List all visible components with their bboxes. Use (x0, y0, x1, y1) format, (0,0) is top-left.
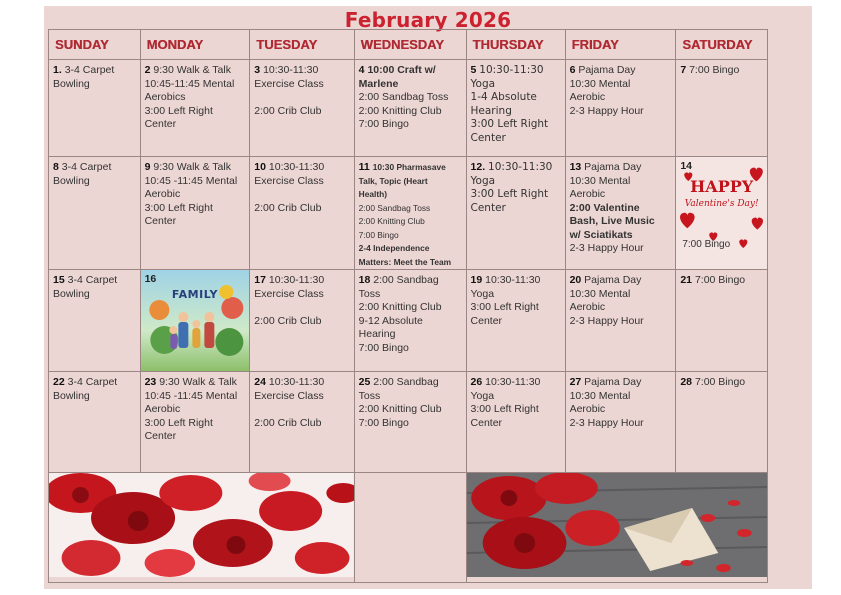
event-line: 2:00 Crib Club (254, 104, 322, 117)
roses-petals-art (49, 473, 354, 577)
event-line: 2-3 Happy Hour (569, 104, 644, 117)
event-line: 2:00 Crib Club (254, 416, 322, 429)
day-number: 2 (144, 64, 151, 76)
day-content (355, 60, 466, 132)
event-line: Center (470, 131, 506, 144)
day-content (676, 60, 767, 78)
event-line: 2:00 Sandbag Toss (358, 91, 449, 103)
event-line: 10:30-11:30 (268, 161, 325, 173)
event-line: 3-4 Carpet (67, 274, 118, 286)
event-line: 7:00 Bingo (694, 376, 746, 388)
event-line: 10:30 Mental (569, 389, 631, 402)
event-line: Exercise Class (254, 77, 324, 90)
day-cell-sunday (49, 60, 141, 157)
header-friday: FRIDAY (565, 30, 676, 60)
event-line: 7:00 Bingo (358, 118, 409, 130)
valentines-image-text: HAPPY (690, 177, 754, 196)
day-number: 26 (470, 376, 483, 388)
day-cell-saturday (676, 60, 768, 157)
event-line: 3:00 Left Right (470, 301, 539, 313)
family-illustration (141, 270, 250, 366)
event-line: 10:30-11:30 (268, 274, 325, 286)
day-content (141, 60, 250, 132)
roses-envelope-art (467, 473, 767, 577)
event-line: Center (470, 314, 503, 327)
day-content (141, 372, 250, 444)
day-number: 25 (358, 376, 371, 388)
day-content (355, 372, 466, 430)
event-line: Exercise Class (254, 287, 324, 300)
day-content (250, 270, 353, 328)
event-line: 10:30 Mental (569, 77, 631, 90)
day-cell-friday (565, 270, 676, 372)
event-line: Pajama Day (584, 376, 642, 388)
day-cell-friday (565, 157, 676, 270)
day-content (49, 157, 140, 188)
event-line: 10:30-11:30 (479, 64, 544, 76)
event-line: Center (144, 118, 177, 130)
event-line: Yoga (470, 174, 496, 187)
event-line: Center (144, 215, 177, 227)
roses-envelope-image (466, 473, 767, 583)
header-sunday: SUNDAY (49, 30, 141, 60)
event-line: Talk, Topic (Heart (358, 175, 428, 186)
day-cell-tuesday (250, 372, 354, 473)
event-line: 10:30 Pharmasave (372, 162, 446, 172)
family-image-text: FAMILY (171, 288, 218, 301)
event-line: Pajama Day (584, 161, 642, 173)
day-number: 8 (53, 161, 59, 173)
day-number: 23 (144, 376, 157, 388)
day-content (467, 372, 565, 430)
event-line: 2-3 Happy Hour (569, 242, 644, 254)
day-number: 5 (470, 64, 477, 76)
day-cell-monday (140, 372, 250, 473)
day-number: 27 (569, 376, 582, 388)
day-number: 10 (254, 161, 266, 173)
valentines-image (676, 157, 767, 269)
day-number: 24 (254, 376, 266, 388)
event-line: 2:00 Sandbag (373, 274, 439, 286)
day-cell-thursday (466, 157, 565, 270)
day-cell-thursday (466, 270, 565, 372)
valentines-image-subtext: Valentine's Day! (684, 199, 759, 209)
decor-empty-cell (354, 473, 466, 583)
day-content (566, 372, 676, 430)
event-line (254, 403, 257, 415)
day-cell-monday (140, 270, 250, 372)
day-cell-saturday (676, 157, 768, 270)
event-line: Bowling (53, 77, 90, 90)
day-content (566, 270, 676, 328)
event-line: Bowling (53, 389, 90, 402)
event-line: 2:00 Sandbag (373, 376, 439, 388)
event-line: 10:30 Mental (569, 287, 631, 300)
roses-petals-image (49, 473, 355, 583)
calendar-title: February 2026 (344, 8, 512, 32)
event-line: 9:30 Walk & Talk (153, 161, 231, 173)
day-number: 9 (144, 161, 151, 173)
day-number: 4 (358, 64, 365, 76)
day-cell-friday (565, 372, 676, 473)
day-number: 6 (569, 64, 576, 76)
event-line: Pajama Day (584, 274, 642, 286)
day-content (49, 60, 140, 91)
event-line: 7:00 Bingo (694, 274, 746, 286)
day-cell-tuesday (250, 157, 354, 270)
event-line: w/ Sciatikats (569, 228, 633, 241)
day-content (355, 157, 466, 269)
day-content (49, 270, 140, 301)
day-number: 13 (569, 161, 582, 173)
event-line: 10:30-11:30 (488, 161, 553, 173)
event-line: Yoga (470, 77, 496, 90)
event-line: 2:00 Knitting Club (358, 216, 425, 226)
day-number: 12. (470, 161, 486, 173)
event-line: 2:00 Sandbag Toss (358, 202, 431, 213)
event-line (254, 91, 257, 103)
event-line: Aerobic (144, 403, 181, 415)
day-number: 18 (358, 274, 371, 286)
day-cell-friday (565, 60, 676, 157)
event-line: 7:00 Bingo (358, 229, 399, 240)
event-line: 10:45 -11:45 Mental (144, 389, 238, 402)
event-line: 10:30-11:30 (485, 376, 541, 388)
event-line: 2:00 Crib Club (254, 314, 322, 327)
event-line: Aerobic (569, 301, 606, 313)
event-line: Pajama Day (578, 64, 636, 76)
decor-row (49, 473, 768, 583)
family-image (141, 270, 250, 371)
header-monday: MONDAY (140, 30, 250, 60)
event-line: Exercise Class (254, 174, 324, 187)
event-line: 1-4 Absolute (470, 91, 537, 103)
event-line: 3-4 Carpet (61, 161, 112, 173)
event-line: 3:00 Left Right (470, 403, 539, 415)
event-line: 9:30 Walk & Talk (159, 376, 237, 388)
day-number: 3 (254, 64, 261, 76)
event-line: 2:00 Knitting Club (358, 301, 442, 313)
day-content (250, 372, 353, 430)
week-row (49, 270, 768, 372)
event-line: 2:00 Knitting Club (358, 403, 442, 415)
event-line: 10:30-11:30 (268, 376, 325, 388)
event-line: 2-3 Happy Hour (569, 416, 644, 429)
event-line: 2:00 Knitting Club (358, 104, 442, 117)
event-line: 10:30-11:30 (263, 64, 319, 76)
event-line (254, 301, 257, 313)
day-content (355, 270, 466, 355)
header-tuesday: TUESDAY (250, 30, 354, 60)
day-cell-tuesday (250, 270, 354, 372)
day-cell-tuesday (250, 60, 354, 157)
event-line: 10:30 Mental (569, 174, 631, 187)
event-line: Aerobic (144, 188, 181, 200)
event-line: Toss (358, 389, 381, 402)
event-line: Hearing (470, 104, 512, 117)
day-cell-wednesday (354, 270, 466, 372)
event-line: 3-4 Carpet (67, 376, 118, 388)
event-line: Exercise Class (254, 389, 324, 402)
day-content (676, 270, 767, 288)
day-cell-monday (140, 157, 250, 270)
event-line: 2-3 Happy Hour (569, 314, 644, 327)
header-saturday: SATURDAY (676, 30, 768, 60)
day-content (250, 157, 353, 215)
day-number: 7 (680, 64, 687, 76)
event-line: 10:45 -11:45 Mental (144, 174, 238, 187)
event-line: Toss (358, 287, 381, 300)
day-number: 22 (53, 376, 65, 388)
weekday-header-row (49, 30, 768, 60)
header-thursday: THURSDAY (466, 30, 565, 60)
day-number: 16 (144, 273, 157, 285)
event-line: Aerobic (569, 403, 606, 415)
event-line: 7:00 Bingo (689, 64, 740, 76)
event-line: 2:00 Valentine (569, 201, 640, 214)
event-line: Bash, Live Music (569, 215, 655, 227)
day-cell-wednesday (354, 372, 466, 473)
header-wednesday: WEDNESDAY (354, 30, 466, 60)
event-line: 7:00 Bingo (358, 341, 409, 354)
event-line: Matters: Meet the Team (358, 256, 452, 267)
day-content (467, 157, 565, 215)
event-line: 10:45-11:45 Mental (144, 77, 235, 90)
event-line: Aerobics (144, 91, 186, 103)
event-line: 10:30-11:30 (485, 274, 541, 286)
week-row (49, 60, 768, 157)
day-number: 11 (358, 161, 370, 173)
event-line: 3:00 Left Right (144, 201, 213, 214)
day-number: 21 (680, 274, 693, 286)
day-cell-thursday (466, 372, 565, 473)
event-line: 3:00 Left Right (470, 188, 549, 200)
day-cell-monday (140, 60, 250, 157)
day-number: 17 (254, 274, 266, 286)
day-cell-thursday (466, 60, 565, 157)
event-line: Bowling (53, 287, 90, 300)
day-content (566, 60, 676, 118)
day-cell-sunday (49, 157, 141, 270)
event-line: 7:00 Bingo (682, 239, 731, 250)
day-cell-sunday (49, 372, 141, 473)
event-line: Center (470, 201, 506, 214)
event-line: 10:00 Craft w/ (367, 64, 436, 76)
day-number: 28 (680, 376, 693, 388)
day-cell-wednesday (354, 157, 466, 270)
event-line: Hearing (358, 328, 396, 340)
event-line: 2:00 Crib Club (254, 201, 322, 214)
event-line: Yoga (470, 389, 495, 402)
event-line: 3:00 Left Right (144, 416, 213, 429)
event-line (254, 188, 257, 200)
event-line: 9:30 Walk & Talk (153, 64, 231, 76)
day-content (467, 270, 565, 328)
event-line: 3:00 Left Right (144, 104, 213, 117)
event-line: Bowling (53, 174, 90, 187)
event-line: Aerobic (569, 188, 606, 200)
day-content (467, 60, 565, 145)
event-line: 2-4 Independence (358, 243, 430, 253)
day-number: 15 (53, 274, 65, 286)
event-line: 7:00 Bingo (358, 416, 409, 429)
day-content (49, 372, 140, 403)
day-cell-saturday (676, 372, 768, 473)
event-line: Yoga (470, 287, 495, 300)
day-number: 20 (569, 274, 582, 286)
day-number: 19 (470, 274, 483, 286)
event-line: Marlene (358, 77, 399, 90)
event-line: 3-4 Carpet (64, 64, 115, 76)
event-line: Health) (358, 189, 388, 199)
event-line: Aerobic (569, 91, 606, 103)
day-content (566, 157, 676, 256)
event-line: Center (470, 416, 503, 429)
day-number: 14 (680, 160, 693, 172)
event-line: 9-12 Absolute (358, 314, 423, 327)
day-content (141, 157, 250, 229)
day-number: 1. (53, 64, 62, 76)
day-content (250, 60, 353, 118)
day-cell-sunday (49, 270, 141, 372)
event-line: 3:00 Left Right (470, 118, 549, 130)
day-cell-wednesday (354, 60, 466, 157)
day-content (676, 372, 767, 390)
week-row (49, 372, 768, 473)
week-row (49, 157, 768, 270)
event-line: Center (144, 430, 177, 442)
calendar-grid (48, 29, 768, 583)
day-cell-saturday (676, 270, 768, 372)
